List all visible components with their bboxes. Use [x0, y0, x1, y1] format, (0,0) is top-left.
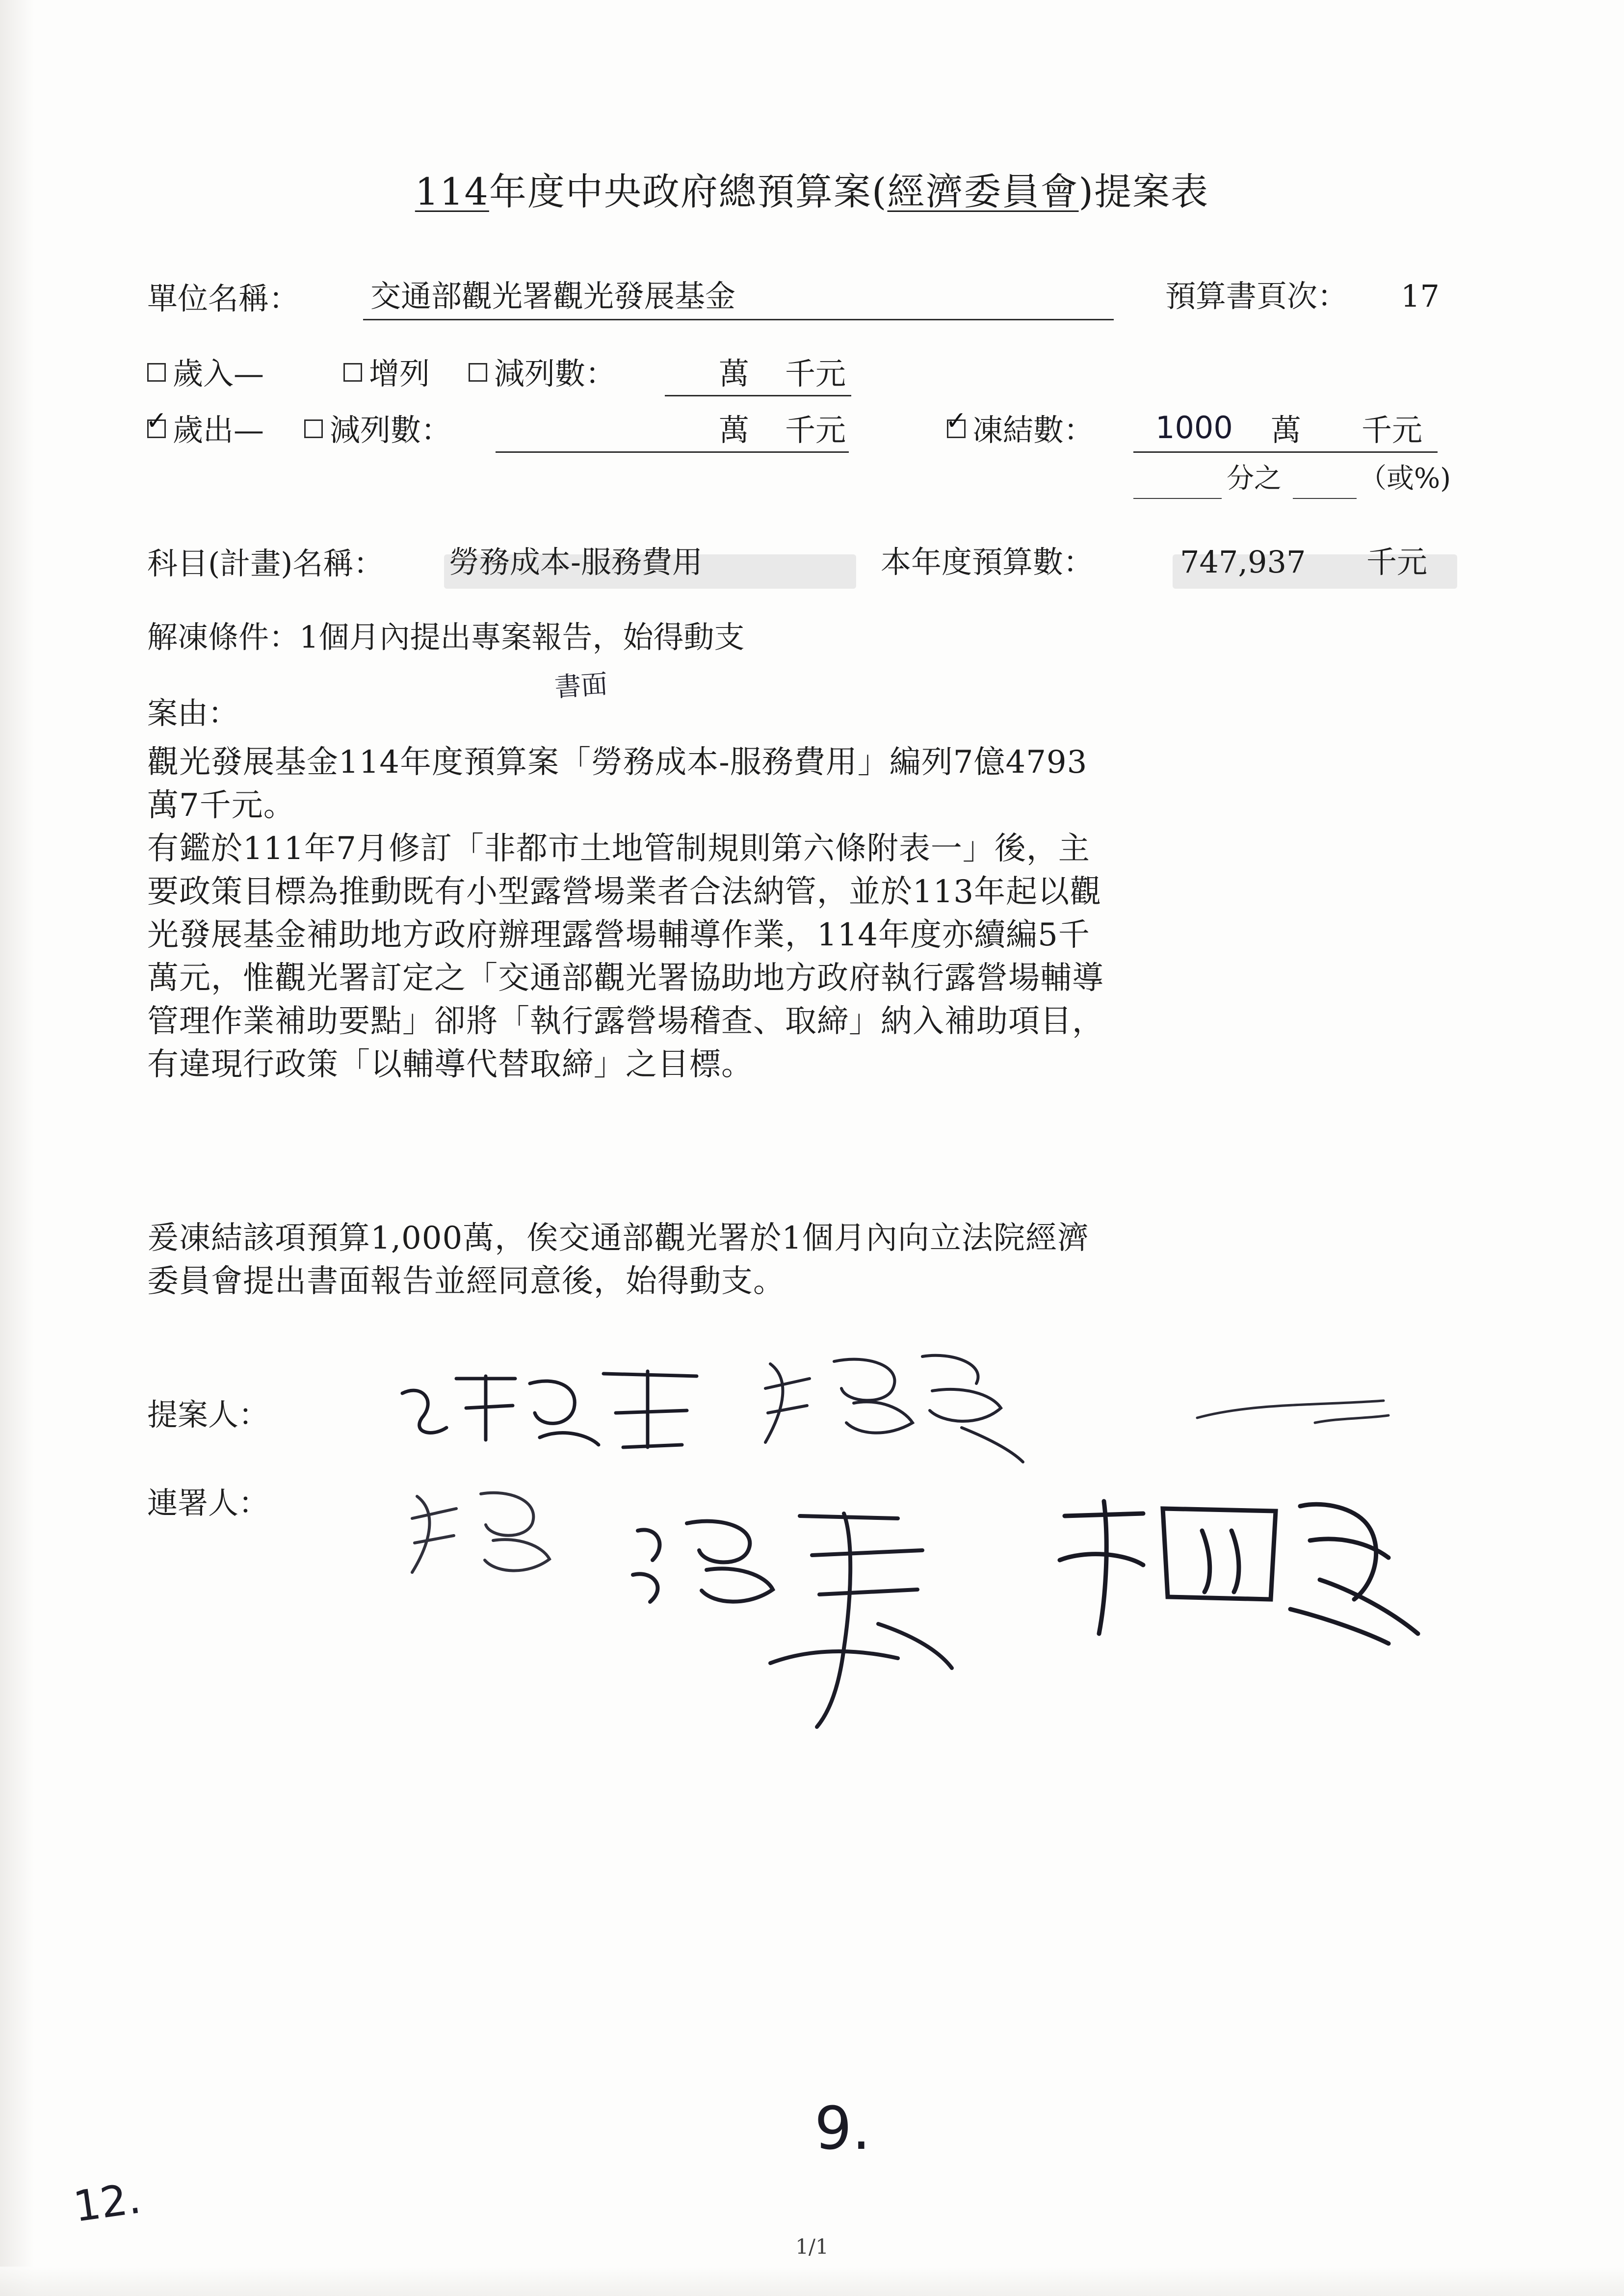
case-body-line: 觀光發展基金114年度預算案「勞務成本-服務費用」編列7億4793 [147, 744, 1088, 781]
cosigner-label: 連署人： [147, 1485, 269, 1521]
resolution-body [147, 1217, 1521, 1303]
freeze-check-glyph: ✓ [945, 406, 967, 436]
expenditure-amount-rule [496, 451, 849, 453]
freeze-value-rule [1133, 451, 1438, 453]
title-main: 年度中央政府總預算案( [489, 170, 888, 213]
unfreeze-label [147, 621, 744, 654]
expenditure-label: 歲出— [173, 412, 264, 448]
page-indicator: 1/1 [795, 2235, 829, 2259]
unfreeze-label-text: 解凍條件： [147, 619, 300, 655]
fraction-rule-left [1133, 498, 1222, 499]
freeze-unit-wan: 萬 [1271, 412, 1302, 448]
unit-value: 交通部觀光署觀光發展基金 [370, 278, 736, 314]
year-budget-value: 747,937 [1180, 544, 1306, 580]
expenditure-check-glyph: ✓ [146, 406, 167, 436]
revenue-decrease-label: 減列數： [494, 356, 616, 391]
proposer-label: 提案人： [147, 1397, 269, 1433]
unfreeze-value: 1個月內提出專案報告，始得動支 [299, 619, 745, 655]
cosigner-signature-1 [397, 1482, 559, 1590]
unfreeze-handwritten-insert: 書面 [553, 668, 609, 703]
proposer-signature-2 [756, 1344, 1060, 1467]
account-label: 科目(計畫)名稱： [147, 546, 384, 581]
revenue-unit-wan: 萬 [719, 356, 750, 391]
case-body [147, 741, 1521, 1086]
case-body-line: 光發展基金補助地方政府辦理露營場輔導作業，114年度亦續編5千 [147, 917, 1090, 953]
case-label: 案由： [147, 695, 239, 731]
revenue-amount-rule [665, 395, 851, 396]
revenue-unit-qian: 千元 [785, 356, 846, 391]
revenue-checkbox[interactable] [147, 363, 166, 382]
year-budget-label: 本年度預算數： [881, 544, 1094, 580]
case-body-line: 萬元，惟觀光署訂定之「交通部觀光署協助地方政府執行露營場輔導 [147, 960, 1104, 996]
expenditure-unit-wan: 萬 [719, 412, 750, 448]
case-body-line: 有違現行政策「以輔導代替取締」之目標。 [147, 1046, 753, 1083]
year-budget-unit: 千元 [1366, 544, 1428, 580]
expenditure-decrease-label: 減列數： [330, 412, 452, 448]
unit-label: 單位名稱： [147, 281, 300, 316]
revenue-decrease-checkbox[interactable] [469, 363, 487, 382]
freeze-checkbox[interactable] [945, 406, 967, 438]
case-body-line: 管理作業補助要點」卻將「執行露營場稽查、取締」納入補助項目， [147, 1003, 1104, 1040]
case-body-line: 有鑑於111年7月修訂「非都市土地管制規則第六條附表一」後，主 [147, 831, 1090, 867]
expenditure-checkbox[interactable] [146, 406, 167, 438]
proposer-signature-3 [1192, 1388, 1398, 1447]
revenue-increase-checkbox[interactable] [343, 363, 362, 382]
title-suffix: )提案表 [1078, 170, 1209, 213]
freeze-label: 凍結數： [972, 412, 1095, 448]
freeze-unit-qian: 千元 [1362, 412, 1423, 448]
expenditure-unit-qian: 千元 [785, 412, 846, 448]
handwritten-page-number: 9. [814, 2095, 871, 2163]
case-body-line: 萬7千元。 [147, 787, 295, 824]
fraction-rule-right [1293, 498, 1357, 499]
case-body-line: 要政策目標為推動既有小型露營場業者合法納管，並於113年起以觀 [147, 874, 1102, 910]
proposer-signature-1 [393, 1354, 736, 1462]
resolution-line: 爰凍結該項預算1,000萬，俟交通部觀光署於1個月內向立法院經濟 [147, 1220, 1089, 1256]
scan-edge-bottom [0, 2267, 1624, 2296]
budget-page-value: 17 [1401, 278, 1440, 314]
title-year: 114 [415, 170, 489, 213]
title-committee: 經濟委員會 [887, 170, 1079, 213]
corner-handwritten-mark: 12. [70, 2173, 144, 2232]
revenue-label: 歲入— [173, 356, 264, 391]
cosigner-signature-3 [1045, 1487, 1438, 1648]
freeze-value: 1000 [1155, 410, 1233, 445]
fraction-suffix: （或%) [1359, 463, 1451, 495]
revenue-increase-label: 增列 [369, 356, 430, 391]
unit-value-rule [363, 319, 1114, 320]
scan-edge-left [0, 0, 34, 2296]
fraction-label: 分之 [1227, 463, 1282, 495]
account-value: 勞務成本-服務費用 [449, 544, 703, 580]
cosigner-signature-2 [623, 1501, 967, 1732]
budget-page-label: 預算書頁次： [1165, 278, 1348, 314]
page-title [0, 162, 1624, 215]
resolution-line: 委員會提出書面報告並經同意後，始得動支。 [147, 1263, 785, 1300]
expenditure-decrease-checkbox[interactable] [304, 419, 323, 438]
